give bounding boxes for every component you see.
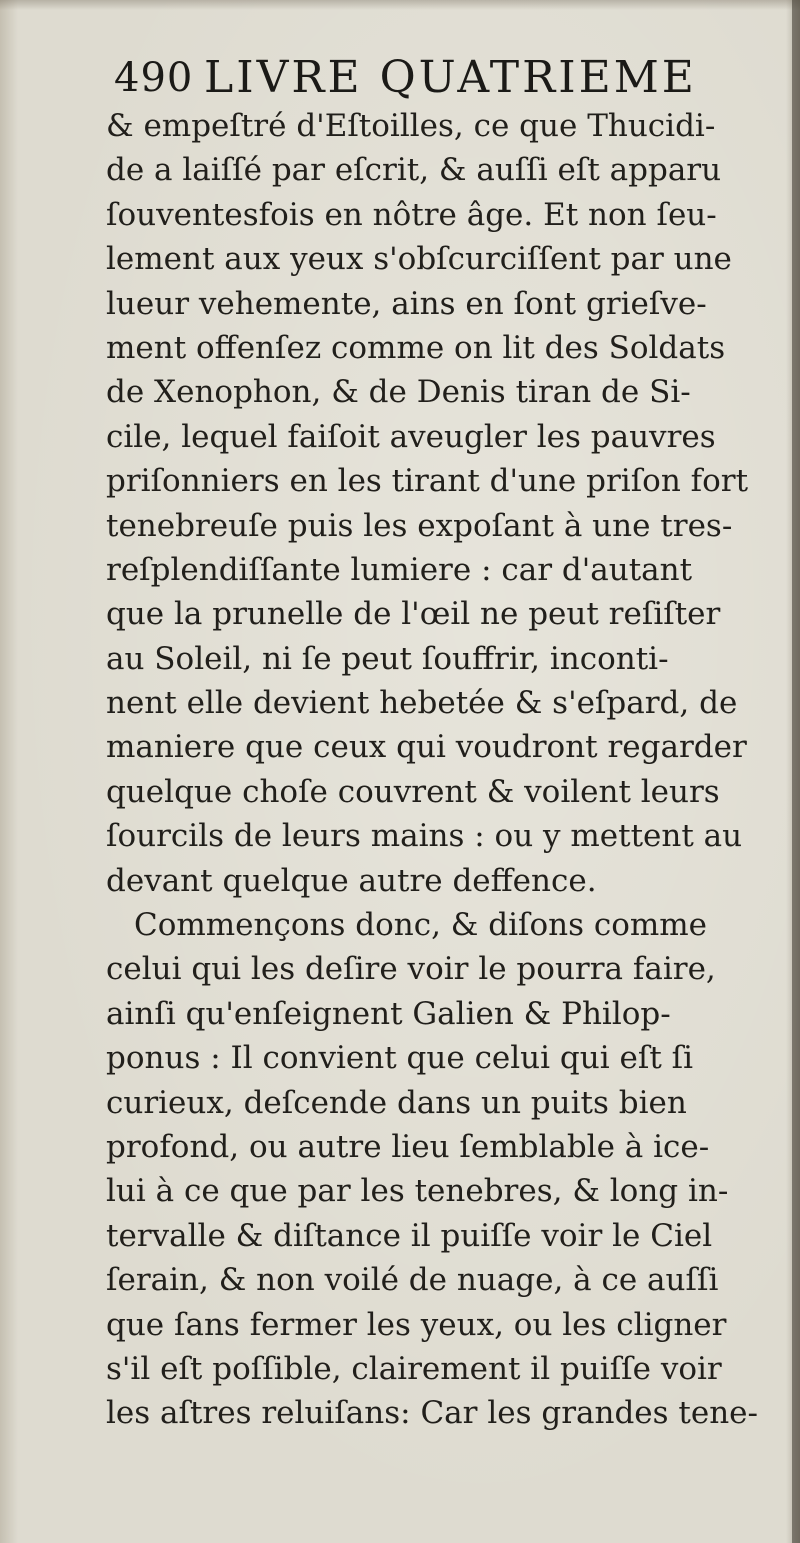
running-head: LIVRE QUATRIEME xyxy=(204,52,697,103)
text-line: ſouventesfois en nôtre âge. Et non ſeu- xyxy=(106,196,717,233)
text-line: les aſtres reluiſans: Car les grandes tene- xyxy=(106,1395,758,1432)
text-line: que la prunelle de l'œil ne peut reſiſter xyxy=(106,596,721,633)
page-right-edge xyxy=(792,0,800,1543)
text-line: nent elle devient hebetée & s'eſpard, de xyxy=(106,685,738,722)
text-line: tervalle & diſtance il puiſſe voir le Ciel xyxy=(106,1217,713,1254)
page-header xyxy=(114,48,754,106)
text-line: ponus : Il convient que celui qui eſt ſi xyxy=(106,1040,694,1077)
text-line: de Xenophon, & de Denis tiran de Si- xyxy=(106,374,691,411)
text-line: ſourcils de leurs mains : ou y mettent au xyxy=(106,818,743,855)
text-line: quelque choſe couvrent & voilent leurs xyxy=(106,773,720,810)
text-line: s'il eſt poſſible, clairement il puiſſe voir xyxy=(106,1350,722,1387)
text-line: devant quelque autre deffence. xyxy=(106,862,597,899)
text-line: priſonniers en les tirant d'une priſon fort xyxy=(106,463,749,500)
paragraph-start-line: Commençons donc, & diſons comme xyxy=(134,907,708,944)
text-line: lement aux yeux s'obſcurciſſent par une xyxy=(106,241,732,278)
text-line: maniere que ceux qui voudront regarder xyxy=(106,729,747,766)
body-text xyxy=(106,104,766,1436)
text-line: reſplendiſſante lumiere : car d'autant xyxy=(106,551,693,588)
text-line: profond, ou autre lieu ſemblable à ice- xyxy=(106,1128,710,1165)
text-line: & empeſtré d'Eſtoilles, ce que Thucidi- xyxy=(106,108,716,144)
page-top-shadow xyxy=(0,0,800,10)
text-line: lui à ce que par les tenebres, & long in- xyxy=(106,1173,729,1210)
text-line: cile, lequel faiſoit aveugler les pauvres xyxy=(106,418,716,455)
text-line: que ſans fermer les yeux, ou les cligner xyxy=(106,1306,727,1343)
text-line: lueur vehemente, ains en ſont grieſve- xyxy=(106,285,707,322)
text-line: ment offenſez comme on lit des Soldats xyxy=(106,329,726,366)
page-number: 490 xyxy=(114,55,194,101)
text-line: celui qui les deſire voir le pourra faire, xyxy=(106,951,716,988)
text-line: ainſi qu'enſeignent Galien & Philop- xyxy=(106,995,671,1032)
text-line: de a laiſſé par eſcrit, & auſſi eſt apparu xyxy=(106,152,722,189)
text-line: ſerain, & non voilé de nuage, à ce auſſi xyxy=(106,1262,719,1299)
text-line: curieux, deſcende dans un puits bien xyxy=(106,1084,687,1121)
text-line: au Soleil, ni ſe peut ſouffrir, inconti- xyxy=(106,640,669,677)
text-line: tenebreuſe puis les expoſant à une tres- xyxy=(106,507,733,544)
